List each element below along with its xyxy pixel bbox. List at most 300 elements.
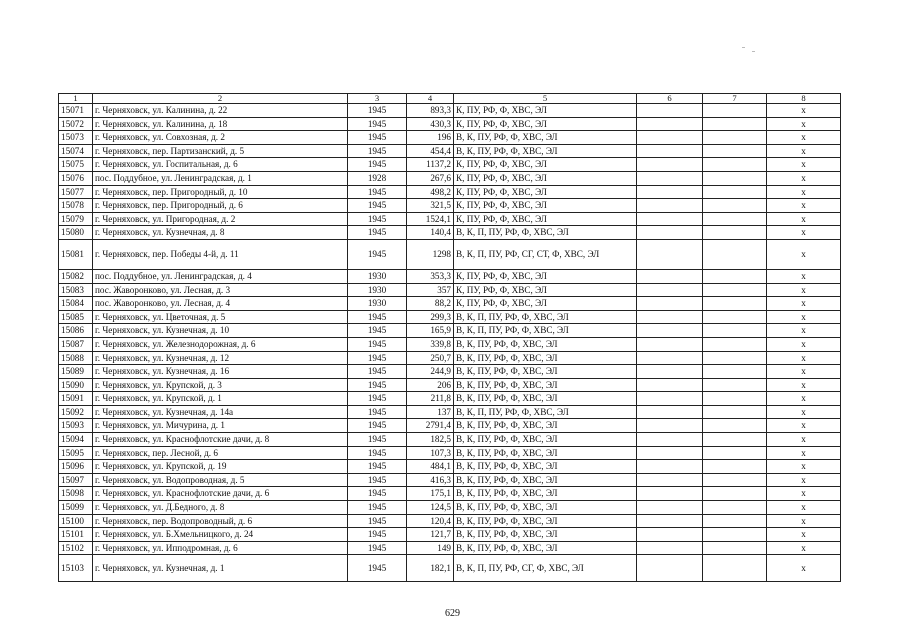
cell-number: 15087 [59,337,93,351]
cell-col6 [637,269,703,283]
cell-mark: x [767,487,841,501]
cell-col6 [637,131,703,145]
cell-address: г. Черняховск, ул. Водопроводная, д. 5 [93,473,348,487]
cell-mark: x [767,514,841,528]
cell-col6 [637,239,703,269]
cell-address: г. Черняховск, ул. Госпитальная, д. 6 [93,158,348,172]
cell-col7 [703,239,767,269]
cell-col6 [637,433,703,447]
cell-number: 15102 [59,541,93,555]
cell-area: 165,9 [407,324,454,338]
cell-area: 182,1 [407,555,454,582]
table-row [59,392,841,406]
cell-year: 1945 [348,351,407,365]
cell-address: г. Черняховск, пер. Победы 4-й, д. 11 [93,239,348,269]
cell-col6 [637,419,703,433]
table-row [59,433,841,447]
cell-year: 1945 [348,104,407,118]
cell-col7 [703,226,767,240]
cell-number: 15094 [59,433,93,447]
table-row [59,324,841,338]
header-col-1: 1 [59,94,93,104]
cell-area: 1298 [407,239,454,269]
header-col-6: 6 [637,94,703,104]
cell-area: 244,9 [407,365,454,379]
cell-area: 120,4 [407,514,454,528]
cell-col6 [637,514,703,528]
cell-mark: x [767,171,841,185]
cell-mark: x [767,104,841,118]
cell-year: 1930 [348,283,407,297]
cell-area: 299,3 [407,310,454,324]
cell-mark: x [767,446,841,460]
cell-mark: x [767,212,841,226]
cell-year: 1945 [348,473,407,487]
table-row [59,269,841,283]
cell-col6 [637,297,703,311]
cell-col6 [637,158,703,172]
cell-col7 [703,310,767,324]
scan-speck [752,51,755,52]
cell-address: г. Черняховск, ул. Калинина, д. 22 [93,104,348,118]
cell-mark: x [767,392,841,406]
cell-number: 15083 [59,283,93,297]
register-table [58,93,841,582]
cell-codes: К, ПУ, РФ, Ф, ХВС, ЭЛ [454,212,637,226]
cell-mark: x [767,283,841,297]
cell-number: 15090 [59,378,93,392]
cell-codes: В, К, ПУ, РФ, Ф, ХВС, ЭЛ [454,378,637,392]
table-body [59,104,841,582]
table-row [59,528,841,542]
cell-codes: В, К, ПУ, РФ, Ф, ХВС, ЭЛ [454,351,637,365]
cell-year: 1945 [348,460,407,474]
cell-area: 339,8 [407,337,454,351]
cell-area: 1524,1 [407,212,454,226]
cell-mark: x [767,158,841,172]
cell-col7 [703,487,767,501]
cell-year: 1945 [348,226,407,240]
cell-area: 1137,2 [407,158,454,172]
cell-address: пос. Поддубное, ул. Ленинградская, д. 4 [93,269,348,283]
cell-year: 1945 [348,392,407,406]
cell-year: 1945 [348,185,407,199]
cell-number: 15071 [59,104,93,118]
cell-number: 15091 [59,392,93,406]
cell-year: 1930 [348,297,407,311]
cell-number: 15082 [59,269,93,283]
cell-codes: В, К, П, ПУ, РФ, Ф, ХВС, ЭЛ [454,324,637,338]
table-row [59,117,841,131]
cell-area: 149 [407,541,454,555]
cell-col6 [637,541,703,555]
cell-codes: В, К, ПУ, РФ, Ф, ХВС, ЭЛ [454,487,637,501]
cell-col6 [637,337,703,351]
cell-codes: К, ПУ, РФ, Ф, ХВС, ЭЛ [454,171,637,185]
cell-area: 893,3 [407,104,454,118]
table-row [59,460,841,474]
cell-codes: К, ПУ, РФ, Ф, ХВС, ЭЛ [454,199,637,213]
cell-area: 498,2 [407,185,454,199]
table-row [59,158,841,172]
cell-area: 182,5 [407,433,454,447]
cell-address: г. Черняховск, ул. Кузнечная, д. 1 [93,555,348,582]
cell-col7 [703,158,767,172]
cell-year: 1945 [348,378,407,392]
cell-codes: К, ПУ, РФ, Ф, ХВС, ЭЛ [454,185,637,199]
cell-area: 353,3 [407,269,454,283]
table-row [59,351,841,365]
cell-area: 484,1 [407,460,454,474]
cell-col7 [703,473,767,487]
cell-col7 [703,555,767,582]
table-row [59,487,841,501]
cell-address: г. Черняховск, ул. Крупской, д. 3 [93,378,348,392]
cell-col6 [637,310,703,324]
cell-year: 1945 [348,365,407,379]
cell-col7 [703,199,767,213]
table-row [59,283,841,297]
cell-number: 15095 [59,446,93,460]
page-number: 629 [445,608,460,619]
cell-mark: x [767,117,841,131]
cell-area: 267,6 [407,171,454,185]
cell-address: г. Черняховск, ул. Кузнечная, д. 10 [93,324,348,338]
table-row [59,514,841,528]
cell-col7 [703,324,767,338]
cell-col6 [637,405,703,419]
cell-col6 [637,501,703,515]
cell-mark: x [767,337,841,351]
cell-col6 [637,351,703,365]
cell-year: 1945 [348,199,407,213]
cell-col7 [703,185,767,199]
cell-year: 1945 [348,501,407,515]
cell-address: г. Черняховск, ул. Калинина, д. 18 [93,117,348,131]
cell-mark: x [767,541,841,555]
cell-address: г. Черняховск, ул. Кузнечная, д. 14а [93,405,348,419]
cell-area: 211,8 [407,392,454,406]
cell-year: 1945 [348,446,407,460]
cell-address: г. Черняховск, ул. Мичурина, д. 1 [93,419,348,433]
cell-area: 357 [407,283,454,297]
cell-col6 [637,212,703,226]
cell-number: 15072 [59,117,93,131]
cell-number: 15078 [59,199,93,213]
table-row [59,473,841,487]
cell-codes: К, ПУ, РФ, Ф, ХВС, ЭЛ [454,297,637,311]
cell-col7 [703,171,767,185]
cell-col6 [637,392,703,406]
cell-col6 [637,144,703,158]
table-row [59,297,841,311]
cell-codes: В, К, ПУ, РФ, Ф, ХВС, ЭЛ [454,392,637,406]
cell-area: 321,5 [407,199,454,213]
cell-year: 1945 [348,324,407,338]
table-row [59,555,841,582]
cell-address: г. Черняховск, ул. Крупской, д. 1 [93,392,348,406]
cell-address: г. Черняховск, ул. Цветочная, д. 5 [93,310,348,324]
cell-codes: В, К, ПУ, РФ, Ф, ХВС, ЭЛ [454,131,637,145]
cell-col7 [703,365,767,379]
cell-col7 [703,460,767,474]
cell-codes: К, ПУ, РФ, Ф, ХВС, ЭЛ [454,104,637,118]
table-row [59,171,841,185]
cell-mark: x [767,185,841,199]
header-col-5: 5 [454,94,637,104]
cell-year: 1945 [348,405,407,419]
cell-year: 1945 [348,212,407,226]
cell-col6 [637,283,703,297]
cell-area: 107,3 [407,446,454,460]
cell-col6 [637,171,703,185]
cell-col6 [637,185,703,199]
cell-codes: В, К, П, ПУ, РФ, Ф, ХВС, ЭЛ [454,310,637,324]
table-row [59,405,841,419]
cell-number: 15088 [59,351,93,365]
cell-col6 [637,555,703,582]
cell-col6 [637,446,703,460]
cell-area: 430,3 [407,117,454,131]
cell-area: 196 [407,131,454,145]
cell-codes: К, ПУ, РФ, Ф, ХВС, ЭЛ [454,158,637,172]
cell-col7 [703,528,767,542]
cell-col6 [637,378,703,392]
table-row [59,131,841,145]
cell-year: 1945 [348,487,407,501]
cell-address: г. Черняховск, ул. Д.Бедного, д. 8 [93,501,348,515]
cell-mark: x [767,144,841,158]
cell-year: 1945 [348,310,407,324]
cell-col6 [637,117,703,131]
header-col-3: 3 [348,94,407,104]
cell-address: г. Черняховск, ул. Кузнечная, д. 16 [93,365,348,379]
table-row [59,541,841,555]
cell-codes: В, К, ПУ, РФ, Ф, ХВС, ЭЛ [454,473,637,487]
cell-number: 15093 [59,419,93,433]
cell-number: 15073 [59,131,93,145]
cell-address: г. Черняховск, ул. Кузнечная, д. 12 [93,351,348,365]
cell-col7 [703,446,767,460]
cell-col6 [637,226,703,240]
cell-codes: К, ПУ, РФ, Ф, ХВС, ЭЛ [454,117,637,131]
table-row [59,501,841,515]
table-row [59,239,841,269]
cell-year: 1945 [348,555,407,582]
cell-col7 [703,433,767,447]
cell-col7 [703,131,767,145]
cell-year: 1945 [348,337,407,351]
cell-codes: В, К, П, ПУ, РФ, СГ, СТ, Ф, ХВС, ЭЛ [454,239,637,269]
cell-year: 1945 [348,433,407,447]
cell-year: 1945 [348,117,407,131]
cell-area: 175,1 [407,487,454,501]
cell-area: 124,5 [407,501,454,515]
cell-year: 1945 [348,419,407,433]
cell-mark: x [767,131,841,145]
cell-mark: x [767,226,841,240]
cell-col7 [703,117,767,131]
table-row [59,104,841,118]
cell-number: 15079 [59,212,93,226]
cell-codes: К, ПУ, РФ, Ф, ХВС, ЭЛ [454,283,637,297]
cell-codes: В, К, П, ПУ, РФ, Ф, ХВС, ЭЛ [454,405,637,419]
cell-number: 15075 [59,158,93,172]
cell-address: г. Черняховск, пер. Пригородный, д. 6 [93,199,348,213]
cell-col7 [703,283,767,297]
cell-address: г. Черняховск, ул. Крупской, д. 19 [93,460,348,474]
cell-address: г. Черняховск, ул. Совхозная, д. 2 [93,131,348,145]
cell-area: 416,3 [407,473,454,487]
cell-col6 [637,365,703,379]
cell-codes: В, К, ПУ, РФ, Ф, ХВС, ЭЛ [454,528,637,542]
cell-address: г. Черняховск, ул. Пригородная, д. 2 [93,212,348,226]
scan-speck [742,47,745,48]
cell-address: г. Черняховск, ул. Краснофлотские дачи, д. 8 [93,433,348,447]
cell-mark: x [767,199,841,213]
table-row [59,378,841,392]
cell-col7 [703,104,767,118]
cell-number: 15085 [59,310,93,324]
cell-col7 [703,419,767,433]
cell-codes: В, К, ПУ, РФ, Ф, ХВС, ЭЛ [454,514,637,528]
cell-address: г. Черняховск, пер. Водопроводный, д. 6 [93,514,348,528]
cell-number: 15089 [59,365,93,379]
cell-codes: В, К, ПУ, РФ, Ф, ХВС, ЭЛ [454,460,637,474]
cell-col7 [703,144,767,158]
cell-number: 15076 [59,171,93,185]
table-row [59,419,841,433]
cell-address: г. Черняховск, ул. Б.Хмельницкого, д. 24 [93,528,348,542]
table-row [59,365,841,379]
table-row [59,199,841,213]
cell-mark: x [767,297,841,311]
cell-number: 15074 [59,144,93,158]
cell-mark: x [767,269,841,283]
cell-mark: x [767,528,841,542]
cell-area: 121,7 [407,528,454,542]
cell-col6 [637,199,703,213]
cell-year: 1945 [348,528,407,542]
cell-col6 [637,460,703,474]
cell-col7 [703,405,767,419]
cell-mark: x [767,501,841,515]
cell-codes: В, К, ПУ, РФ, Ф, ХВС, ЭЛ [454,541,637,555]
cell-number: 15098 [59,487,93,501]
cell-year: 1928 [348,171,407,185]
cell-number: 15092 [59,405,93,419]
cell-col6 [637,104,703,118]
cell-year: 1945 [348,131,407,145]
header-col-8: 8 [767,94,841,104]
cell-year: 1945 [348,514,407,528]
table-row [59,226,841,240]
table-row [59,337,841,351]
cell-number: 15103 [59,555,93,582]
cell-area: 2791,4 [407,419,454,433]
cell-number: 15101 [59,528,93,542]
header-row [59,94,841,104]
cell-codes: В, К, ПУ, РФ, Ф, ХВС, ЭЛ [454,337,637,351]
cell-codes: В, К, П, ПУ, РФ, СГ, Ф, ХВС, ЭЛ [454,555,637,582]
cell-col7 [703,514,767,528]
cell-mark: x [767,310,841,324]
cell-number: 15077 [59,185,93,199]
cell-mark: x [767,460,841,474]
header-col-4: 4 [407,94,454,104]
cell-mark: x [767,405,841,419]
cell-mark: x [767,555,841,582]
cell-codes: В, К, ПУ, РФ, Ф, ХВС, ЭЛ [454,144,637,158]
header-col-7: 7 [703,94,767,104]
cell-address: пос. Поддубное, ул. Ленинградская, д. 1 [93,171,348,185]
table-row [59,212,841,226]
cell-codes: К, ПУ, РФ, Ф, ХВС, ЭЛ [454,269,637,283]
cell-col7 [703,297,767,311]
cell-col7 [703,337,767,351]
cell-area: 88,2 [407,297,454,311]
cell-number: 15084 [59,297,93,311]
cell-address: г. Черняховск, пер. Пригородный, д. 10 [93,185,348,199]
cell-area: 140,4 [407,226,454,240]
table-row [59,185,841,199]
cell-year: 1945 [348,541,407,555]
cell-codes: В, К, ПУ, РФ, Ф, ХВС, ЭЛ [454,365,637,379]
cell-codes: В, К, ПУ, РФ, Ф, ХВС, ЭЛ [454,446,637,460]
cell-mark: x [767,239,841,269]
cell-year: 1930 [348,269,407,283]
cell-col6 [637,473,703,487]
cell-number: 15086 [59,324,93,338]
cell-col7 [703,212,767,226]
cell-number: 15080 [59,226,93,240]
cell-address: г. Черняховск, ул. Краснофлотские дачи, д. 6 [93,487,348,501]
cell-col7 [703,269,767,283]
cell-number: 15081 [59,239,93,269]
cell-area: 206 [407,378,454,392]
cell-number: 15099 [59,501,93,515]
cell-address: пос. Жаворонково, ул. Лесная, д. 3 [93,283,348,297]
cell-col6 [637,528,703,542]
cell-number: 15097 [59,473,93,487]
cell-mark: x [767,378,841,392]
cell-mark: x [767,351,841,365]
cell-number: 15100 [59,514,93,528]
table-row [59,144,841,158]
table-row [59,310,841,324]
cell-codes: В, К, ПУ, РФ, Ф, ХВС, ЭЛ [454,419,637,433]
cell-codes: В, К, П, ПУ, РФ, Ф, ХВС, ЭЛ [454,226,637,240]
cell-col7 [703,378,767,392]
cell-address: г. Черняховск, ул. Железнодорожная, д. 6 [93,337,348,351]
table-row [59,446,841,460]
cell-year: 1945 [348,158,407,172]
cell-address: г. Черняховск, ул. Ипподромная, д. 6 [93,541,348,555]
cell-col7 [703,541,767,555]
cell-year: 1945 [348,239,407,269]
cell-address: г. Черняховск, ул. Кузнечная, д. 8 [93,226,348,240]
cell-mark: x [767,324,841,338]
header-col-2: 2 [93,94,348,104]
cell-col7 [703,351,767,365]
cell-mark: x [767,473,841,487]
cell-col7 [703,392,767,406]
cell-number: 15096 [59,460,93,474]
cell-address: г. Черняховск, пер. Партизанский, д. 5 [93,144,348,158]
cell-col6 [637,487,703,501]
cell-mark: x [767,365,841,379]
cell-col6 [637,324,703,338]
